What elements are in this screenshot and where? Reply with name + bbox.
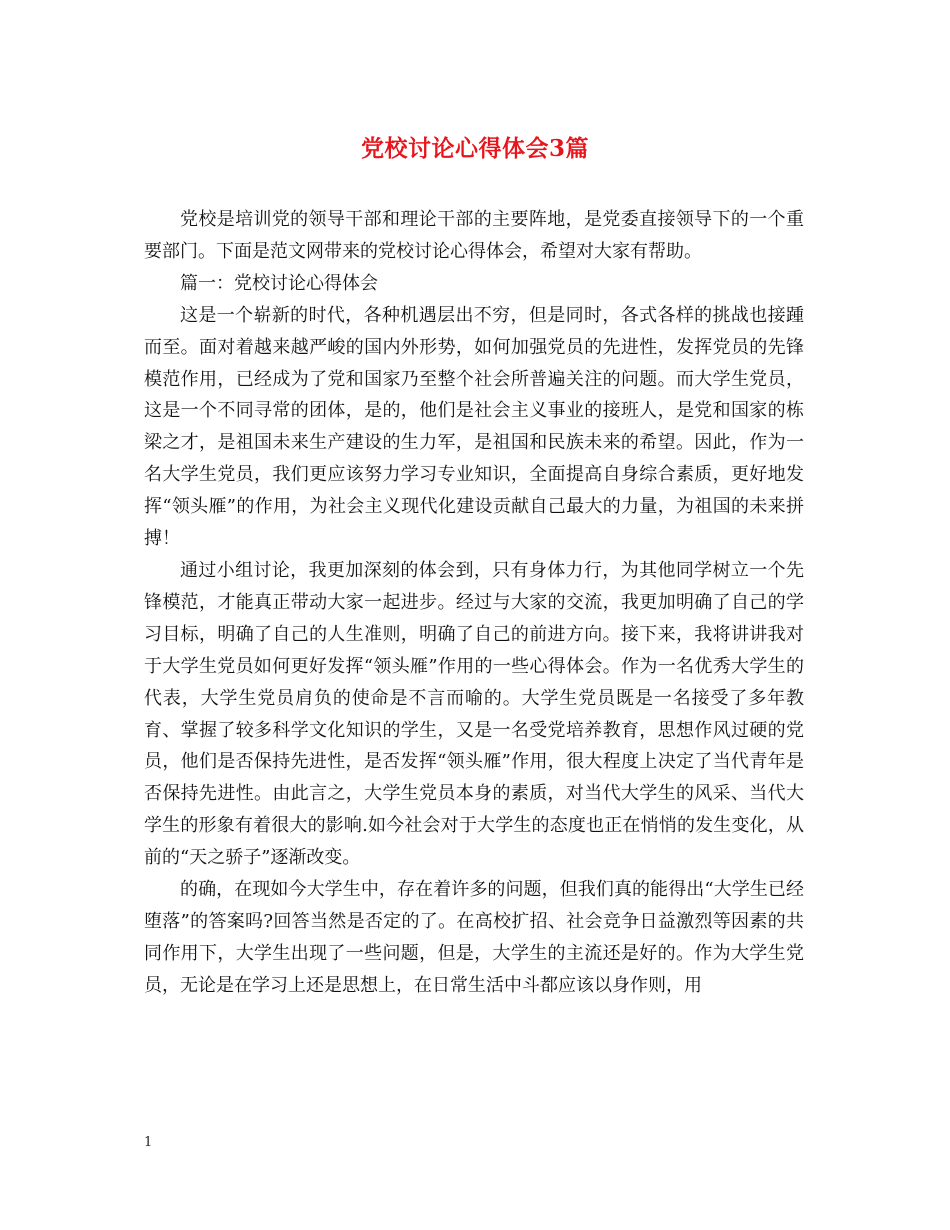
paragraph: 这是一个崭新的时代，各种机遇层出不穷，但是同时，各式各样的挑战也接踵而至。面对着越来越严峻的国内外形势，如何加强党员的先进性，发挥党员的先锋模范作用，已经成为了党和国家乃至整个社会所普遍关注的问题。而大学生党员，这是一个不同寻常的团体，是的，他们是社会主义事业的接班人，是党和国家的栋梁之才，是祖国未来生产建设的生力军，是祖国和民族未来的希望。因此，作为一名大学生党员，我们更应该努力学习专业知识，全面提高自身综合素质，更好地发挥“领头雁”的作用，为社会主义现代化建设贡献自己最大的力量，为祖国的未来拼搏！: [144, 304, 804, 550]
page-number: 1: [144, 1135, 153, 1150]
paragraph: 通过小组讨论，我更加深刻的体会到，只有身体力行，为其他同学树立一个先锋模范，才能真正带动大家一起进步。经过与大家的交流，我更加明确了自己的学习目标，明确了自己的人生准则，明确了自己的前进方向。接下来，我将讲讲我对于大学生党员如何更好发挥“领头雁”作用的一些心得体会。作为一名优秀大学生的代表，大学生党员肩负的使命是不言而喻的。大学生党员既是一名接受了多年教育、掌握了较多科学文化知识的学生，又是一名受党培养教育，思想作风过硬的党员，他们是否保持先进性，是否发挥“领头雁”作用，很大程度上决定了当代青年是否保持先进性。由此言之，大学生党员本身的素质，对当代大学生的风采、当代大学生的形象有着很大的影响.如今社会对于大学生的态度也正在悄悄的发生变化，从前的“天之骄子”逐渐改变。: [144, 559, 804, 869]
paragraph: 的确，在现如今大学生中，存在着许多的问题，但我们真的能得出“大学生已经堕落”的答案吗?回答当然是否定的了。在高校扩招、社会竞争日益激烈等因素的共同作用下，大学生出现了一些问题，但是，大学生的主流还是好的。作为大学生党员，无论是在学习上还是思想上，在日常生活中斗都应该以身作则，用: [144, 879, 804, 996]
section-heading: 篇一：党校讨论心得体会: [180, 272, 378, 294]
paragraph-intro: 党校是培训党的领导干部和理论干部的主要阵地，是党委直接领导下的一个重要部门。下面是范文网带来的党校讨论心得体会，希望对大家有帮助。: [144, 209, 804, 262]
document-title: 党校讨论心得体会3篇: [360, 135, 589, 162]
document-body: [144, 204, 804, 1002]
